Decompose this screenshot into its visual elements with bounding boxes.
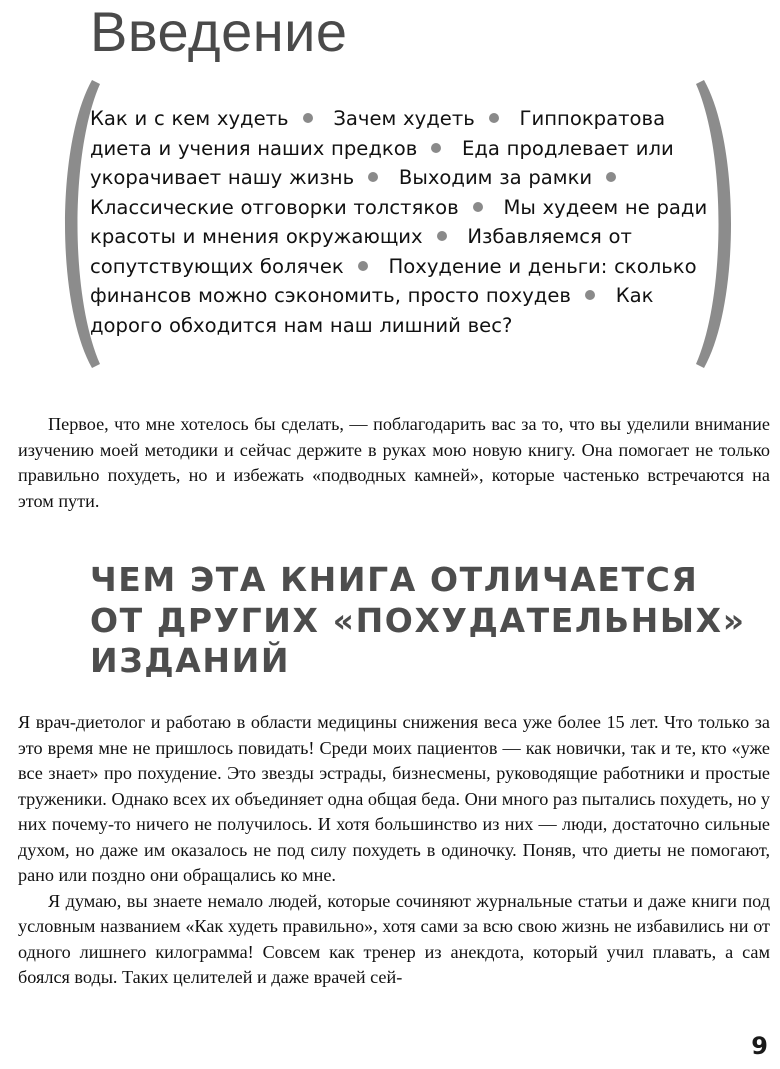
section-body	[18, 710, 770, 991]
body-paragraph: Я думаю, вы знаете немало людей, которые сочиняют журнальные статьи и даже книги под условным названием «Как худеть правильно», хотя сами за всю свою жизнь не избавились ни от одного лишнего килограмма! Совсем как тренер из анекдота, который учил плавать, а сам боялся воды. Таких целителей и даже врачей сей-	[18, 890, 770, 987]
summary-topic: Выходим за рамки	[398, 166, 593, 189]
bullet-icon	[437, 231, 447, 241]
section-heading-line: ОТ ДРУГИХ «ПОХУДАТЕЛЬНЫХ»	[90, 600, 746, 640]
bullet-icon	[368, 172, 378, 182]
chapter-summary	[90, 104, 710, 340]
bullet-icon	[303, 113, 313, 123]
summary-topic: Избавляемся от сопутствующих болячек	[90, 225, 632, 278]
summary-topic: Как и с кем худеть	[90, 107, 289, 130]
bullet-icon	[606, 172, 616, 182]
section-heading	[90, 560, 746, 682]
bullet-icon	[489, 113, 499, 123]
section-heading-line: ИЗДАНИЙ	[90, 641, 291, 680]
summary-topic: Похудение и деньги: сколько финансов можно сэкономить, просто похудев	[90, 254, 697, 307]
summary-topic: Зачем худеть	[333, 107, 475, 130]
page-number: 9	[751, 1032, 768, 1060]
summary-topic: Как дорого обходится нам наш лишний вес?	[90, 284, 654, 337]
body-paragraph: Я врач-диетолог и работаю в области медицины снижения веса уже более 15 лет. Что только за это время мне не пришлось повидать! Среди моих пациентов — как новички, так и те, кто «уже все знает» про похудение. Это звезды эстрады, бизнесмены, руководящие работники и простые труженики. Однако всех их объединяет одна общая беда. Они много раз пытались похудеть, но у них почему-то ничего не получилось. И хотя большинство из них — люди, достаточно сильные духом, но даже им оказалось не под силу похудеть в одиночку. Поняв, что диеты не помогают, рано или поздно они обращались ко мне.	[18, 712, 770, 885]
section-heading-line: ЧЕМ ЭТА КНИГА ОТЛИЧАЕТСЯ	[90, 560, 699, 599]
intro-section	[18, 412, 770, 514]
summary-topic: Классические отговорки толстяков	[90, 195, 459, 219]
summary-topic: Еда продлевает или укорачивает нашу жизнь	[90, 136, 674, 189]
intro-paragraph: Первое, что мне хотелось бы сделать, — поблагодарить вас за то, что вы уделили внимание изучению моей методики и сейчас держите в руках мою новую книгу. Она помогает не только правильно похудеть, но и избежать «подводных камней», которые частенько встречаются на этом пути.	[18, 414, 770, 511]
chapter-title: Введение	[90, 0, 348, 63]
bullet-icon	[358, 261, 368, 271]
summary-topic: Мы худеем не ради красоты и мнения окружающих	[90, 195, 708, 248]
bullet-icon	[473, 202, 483, 212]
summary-topic: Гиппократова диета и учения наших предков	[90, 107, 666, 160]
bullet-icon	[585, 290, 595, 300]
bullet-icon	[431, 143, 441, 153]
